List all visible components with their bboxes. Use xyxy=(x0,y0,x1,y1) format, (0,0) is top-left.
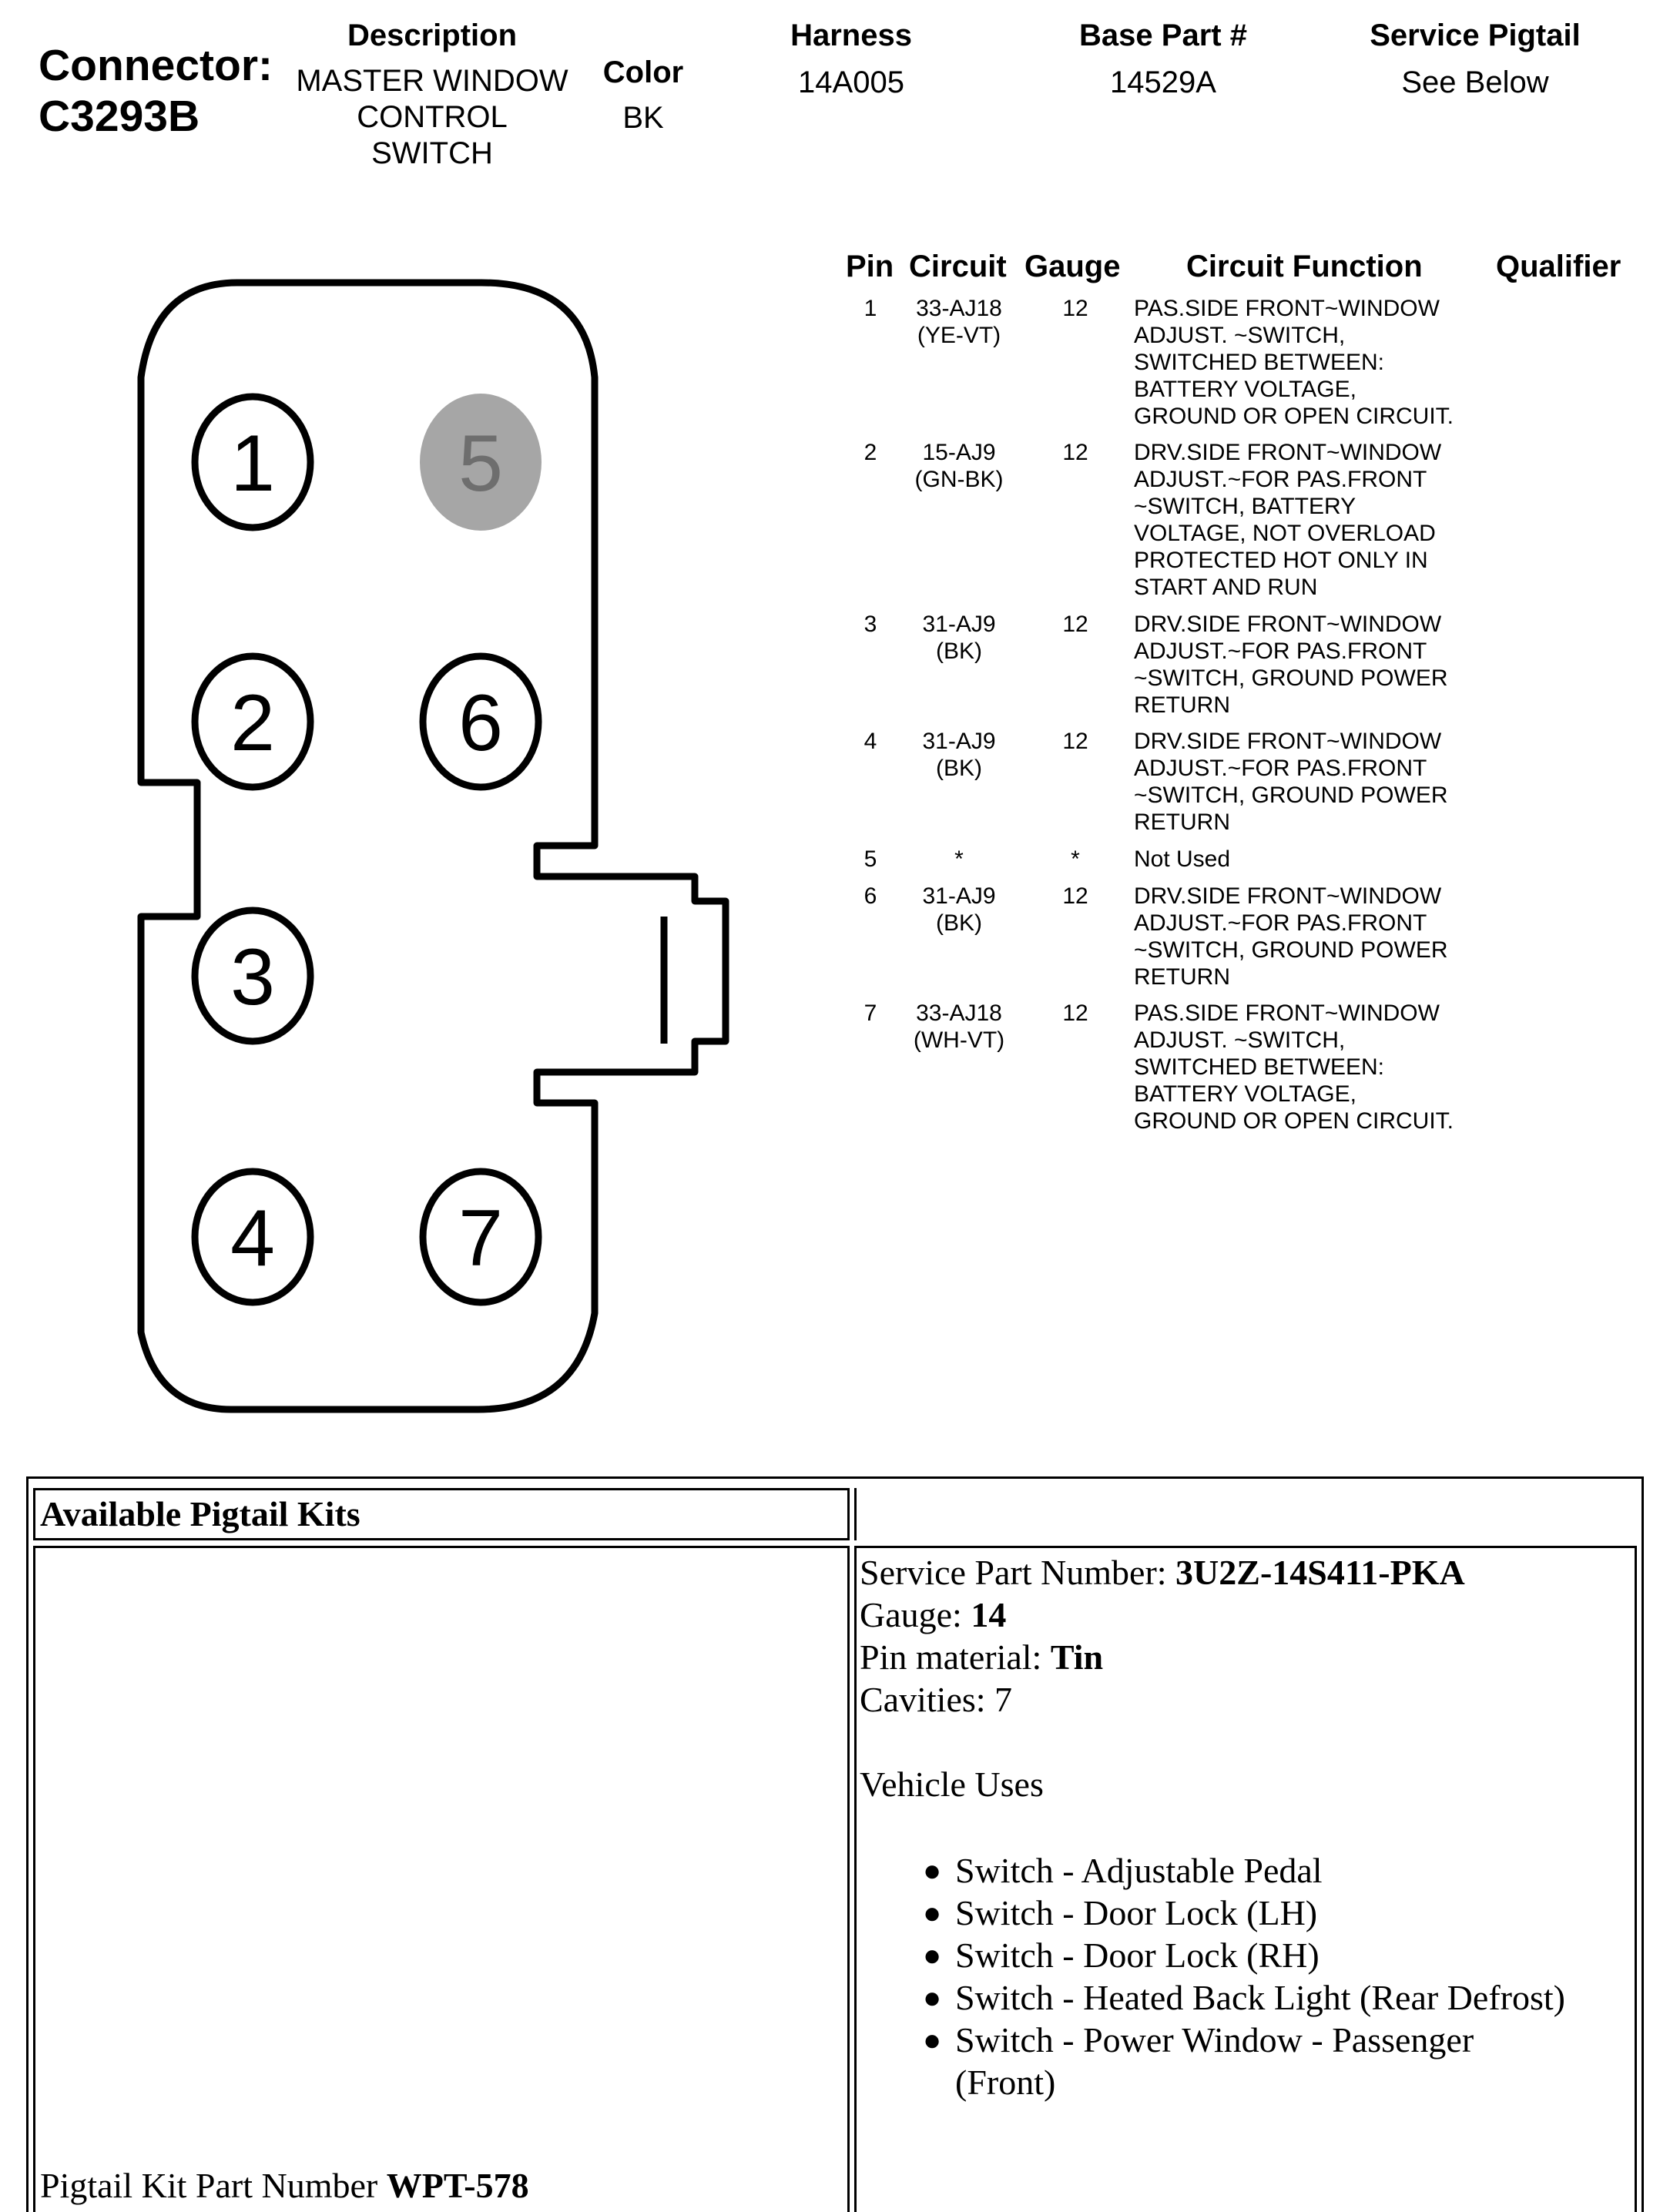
column-header-circuit-function: Circuit Function xyxy=(1186,250,1423,283)
column-header-qualifier: Qualifier xyxy=(1496,250,1621,283)
circuit-code: 15-AJ9 xyxy=(922,440,996,465)
function-line: ~SWITCH, GROUND POWER xyxy=(1134,937,1448,963)
harness-value: 14A005 xyxy=(798,65,904,99)
function-line: DRV.SIDE FRONT~WINDOW xyxy=(1134,612,1442,637)
vehicle-use-text: Switch - Door Lock (LH) xyxy=(955,1893,1318,1932)
circuit-code: * xyxy=(954,846,964,872)
pin-circuit xyxy=(894,846,1024,873)
bullet-icon: ● xyxy=(923,2023,942,2057)
pin-function xyxy=(1134,439,1441,601)
function-line: BATTERY VOLTAGE, xyxy=(1134,1081,1356,1107)
connector-id: C3293B xyxy=(39,92,200,141)
pin-number: 5 xyxy=(864,846,877,872)
service-pigtail-header: Service Pigtail xyxy=(1370,18,1581,52)
pin-number: 3 xyxy=(864,612,877,637)
function-line: ADJUST.~FOR PAS.FRONT xyxy=(1134,756,1427,781)
function-line: ~SWITCH, GROUND POWER xyxy=(1134,665,1448,691)
pin-function xyxy=(1134,728,1448,836)
pin-material-label: Pin material: xyxy=(860,1637,1042,1677)
color-value: BK xyxy=(622,101,664,135)
pin-number: 1 xyxy=(864,296,877,321)
circuit-code: 33-AJ18 xyxy=(916,296,1002,321)
pin-gauge: * xyxy=(1071,846,1080,872)
harness-header: Harness xyxy=(790,18,912,52)
vehicle-uses-heading: Vehicle Uses xyxy=(860,1765,1044,1804)
pigtail-kit-details xyxy=(860,1551,1565,2103)
cavities-line xyxy=(860,1678,1565,1721)
circuit-color: (GN-BK) xyxy=(914,467,1004,492)
list-item xyxy=(860,1892,1565,1934)
description-line: MASTER WINDOW xyxy=(296,64,568,98)
circuit-color: (YE-VT) xyxy=(917,323,1001,348)
pigtail-kit-part-number xyxy=(40,2164,529,2207)
pin-material-value: Tin xyxy=(1050,1637,1104,1677)
cavity-label: 2 xyxy=(230,679,275,768)
vehicle-use-text: (Front) xyxy=(955,2063,1056,2102)
description-line: SWITCH xyxy=(371,136,493,170)
vehicle-use-text: Switch - Heated Back Light (Rear Defrost) xyxy=(955,1978,1565,2017)
cavity-2 xyxy=(195,656,310,787)
circuit-code: 31-AJ9 xyxy=(922,612,996,637)
function-line: ADJUST. ~SWITCH, xyxy=(1134,323,1346,348)
cavity-6 xyxy=(423,656,538,787)
function-line: ADJUST.~FOR PAS.FRONT xyxy=(1134,467,1427,492)
description-header: Description xyxy=(347,18,518,52)
function-line: DRV.SIDE FRONT~WINDOW xyxy=(1134,883,1442,909)
function-line: PAS.SIDE FRONT~WINDOW xyxy=(1134,1000,1440,1026)
pigtail-kits-title: Available Pigtail Kits xyxy=(40,1494,360,1533)
description-value xyxy=(287,63,578,172)
circuit-code: 31-AJ9 xyxy=(922,729,996,754)
function-line: DRV.SIDE FRONT~WINDOW xyxy=(1134,440,1442,465)
function-line: ADJUST.~FOR PAS.FRONT xyxy=(1134,910,1427,936)
pin-gauge: 12 xyxy=(1062,883,1088,909)
function-line: ~SWITCH, BATTERY xyxy=(1134,494,1356,519)
pin-number: 2 xyxy=(864,440,877,465)
connector-face-diagram xyxy=(0,254,739,1425)
cavity-4 xyxy=(195,1171,310,1302)
pin-gauge: 12 xyxy=(1062,729,1088,754)
pin-circuit xyxy=(894,611,1024,665)
vehicle-use-text: Switch - Door Lock (RH) xyxy=(955,1936,1320,1975)
cavity-label: 3 xyxy=(230,933,275,1022)
function-line: PAS.SIDE FRONT~WINDOW xyxy=(1134,296,1440,321)
column-header-circuit: Circuit xyxy=(909,250,1007,283)
circuit-color: (BK) xyxy=(936,756,982,781)
function-line: ~SWITCH, GROUND POWER xyxy=(1134,783,1448,808)
cavity-label: 1 xyxy=(230,419,275,508)
cavity-label: 6 xyxy=(458,679,503,768)
circuit-code: 33-AJ18 xyxy=(916,1000,1002,1026)
bullet-icon: ● xyxy=(923,1980,942,2015)
vehicle-use-text: Switch - Adjustable Pedal xyxy=(955,1851,1323,1890)
pigtail-kit-details-cell xyxy=(854,1546,1637,2212)
pin-number: 7 xyxy=(864,1000,877,1026)
circuit-color: (WH-VT) xyxy=(913,1027,1005,1053)
pigtail-kits-title-cell xyxy=(33,1488,850,1540)
pin-gauge: 12 xyxy=(1062,612,1088,637)
circuit-color: (BK) xyxy=(936,910,982,936)
pin-function xyxy=(1134,295,1454,430)
kit-part-label: Pigtail Kit Part Number xyxy=(40,2166,378,2205)
cavities-label: Cavities: xyxy=(860,1680,986,1719)
function-line: ADJUST.~FOR PAS.FRONT xyxy=(1134,638,1427,664)
service-part-number-line xyxy=(860,1551,1565,1594)
pin-circuit xyxy=(894,295,1024,349)
pigtail-kits-title-spacer xyxy=(854,1488,1637,1540)
function-line: START AND RUN xyxy=(1134,575,1318,600)
kit-part-value: WPT-578 xyxy=(386,2166,529,2205)
color-header: Color xyxy=(602,55,684,89)
connector-title xyxy=(39,40,273,142)
function-line: GROUND OR OPEN CIRCUIT. xyxy=(1134,404,1454,429)
pin-gauge: 12 xyxy=(1062,296,1088,321)
pin-number: 4 xyxy=(864,729,877,754)
pin-gauge: 12 xyxy=(1062,1000,1088,1026)
function-line: RETURN xyxy=(1134,692,1230,718)
cavity-1 xyxy=(195,397,310,528)
bullet-icon: ● xyxy=(923,1895,942,1930)
function-line: RETURN xyxy=(1134,964,1230,990)
function-line: PROTECTED HOT ONLY IN xyxy=(1134,548,1428,573)
cavity-3 xyxy=(195,910,310,1041)
pin-material-line xyxy=(860,1636,1565,1678)
function-line: SWITCHED BETWEEN: xyxy=(1134,1054,1385,1080)
bullet-icon: ● xyxy=(923,1853,942,1888)
pin-number: 6 xyxy=(864,883,877,909)
function-line: Not Used xyxy=(1134,846,1231,872)
service-part-label: Service Part Number: xyxy=(860,1553,1167,1592)
gauge-line xyxy=(860,1594,1565,1636)
connector-label: Connector: xyxy=(39,41,273,90)
base-part-header: Base Part # xyxy=(1079,18,1247,52)
function-line: GROUND OR OPEN CIRCUIT. xyxy=(1134,1108,1454,1134)
circuit-code: 31-AJ9 xyxy=(922,883,996,909)
base-part-value: 14529A xyxy=(1110,65,1216,99)
function-line: SWITCHED BETWEEN: xyxy=(1134,350,1385,375)
cavity-7 xyxy=(423,1171,538,1302)
column-header-gauge: Gauge xyxy=(1024,250,1121,283)
description-line: CONTROL xyxy=(357,100,508,134)
pigtail-kit-image-cell xyxy=(33,1546,850,2212)
function-line: VOLTAGE, NOT OVERLOAD xyxy=(1134,521,1436,546)
function-line: RETURN xyxy=(1134,809,1230,835)
pin-circuit xyxy=(894,439,1024,493)
pin-circuit xyxy=(894,1000,1024,1054)
cavity-5-unused xyxy=(420,394,542,531)
list-item xyxy=(860,2019,1565,2103)
bullet-icon: ● xyxy=(923,1938,942,1972)
function-line: ADJUST. ~SWITCH, xyxy=(1134,1027,1346,1053)
vehicle-uses-list xyxy=(860,1849,1565,2103)
gauge-value: 14 xyxy=(971,1595,1007,1634)
function-line: BATTERY VOLTAGE, xyxy=(1134,377,1356,402)
pin-circuit xyxy=(894,883,1024,937)
pin-function xyxy=(1134,1000,1454,1134)
service-pigtail-value: See Below xyxy=(1401,65,1549,99)
circuit-color: (BK) xyxy=(936,638,982,664)
pin-circuit xyxy=(894,728,1024,782)
pin-function xyxy=(1134,883,1448,990)
gauge-label: Gauge: xyxy=(860,1595,962,1634)
vehicle-use-text: Switch - Power Window - Passenger xyxy=(955,2020,1474,2060)
list-item xyxy=(860,1934,1565,1976)
cavity-label: 7 xyxy=(458,1194,503,1283)
function-line: DRV.SIDE FRONT~WINDOW xyxy=(1134,729,1442,754)
list-item xyxy=(860,1976,1565,2019)
cavity-label: 4 xyxy=(230,1194,275,1283)
pin-gauge: 12 xyxy=(1062,440,1088,465)
column-header-pin: Pin xyxy=(846,250,894,283)
service-part-value: 3U2Z-14S411-PKA xyxy=(1175,1553,1465,1592)
cavities-value: 7 xyxy=(994,1680,1013,1719)
list-item xyxy=(860,1849,1565,1892)
pin-function xyxy=(1134,846,1230,873)
pin-function xyxy=(1134,611,1448,719)
cavity-label: 5 xyxy=(458,419,503,508)
